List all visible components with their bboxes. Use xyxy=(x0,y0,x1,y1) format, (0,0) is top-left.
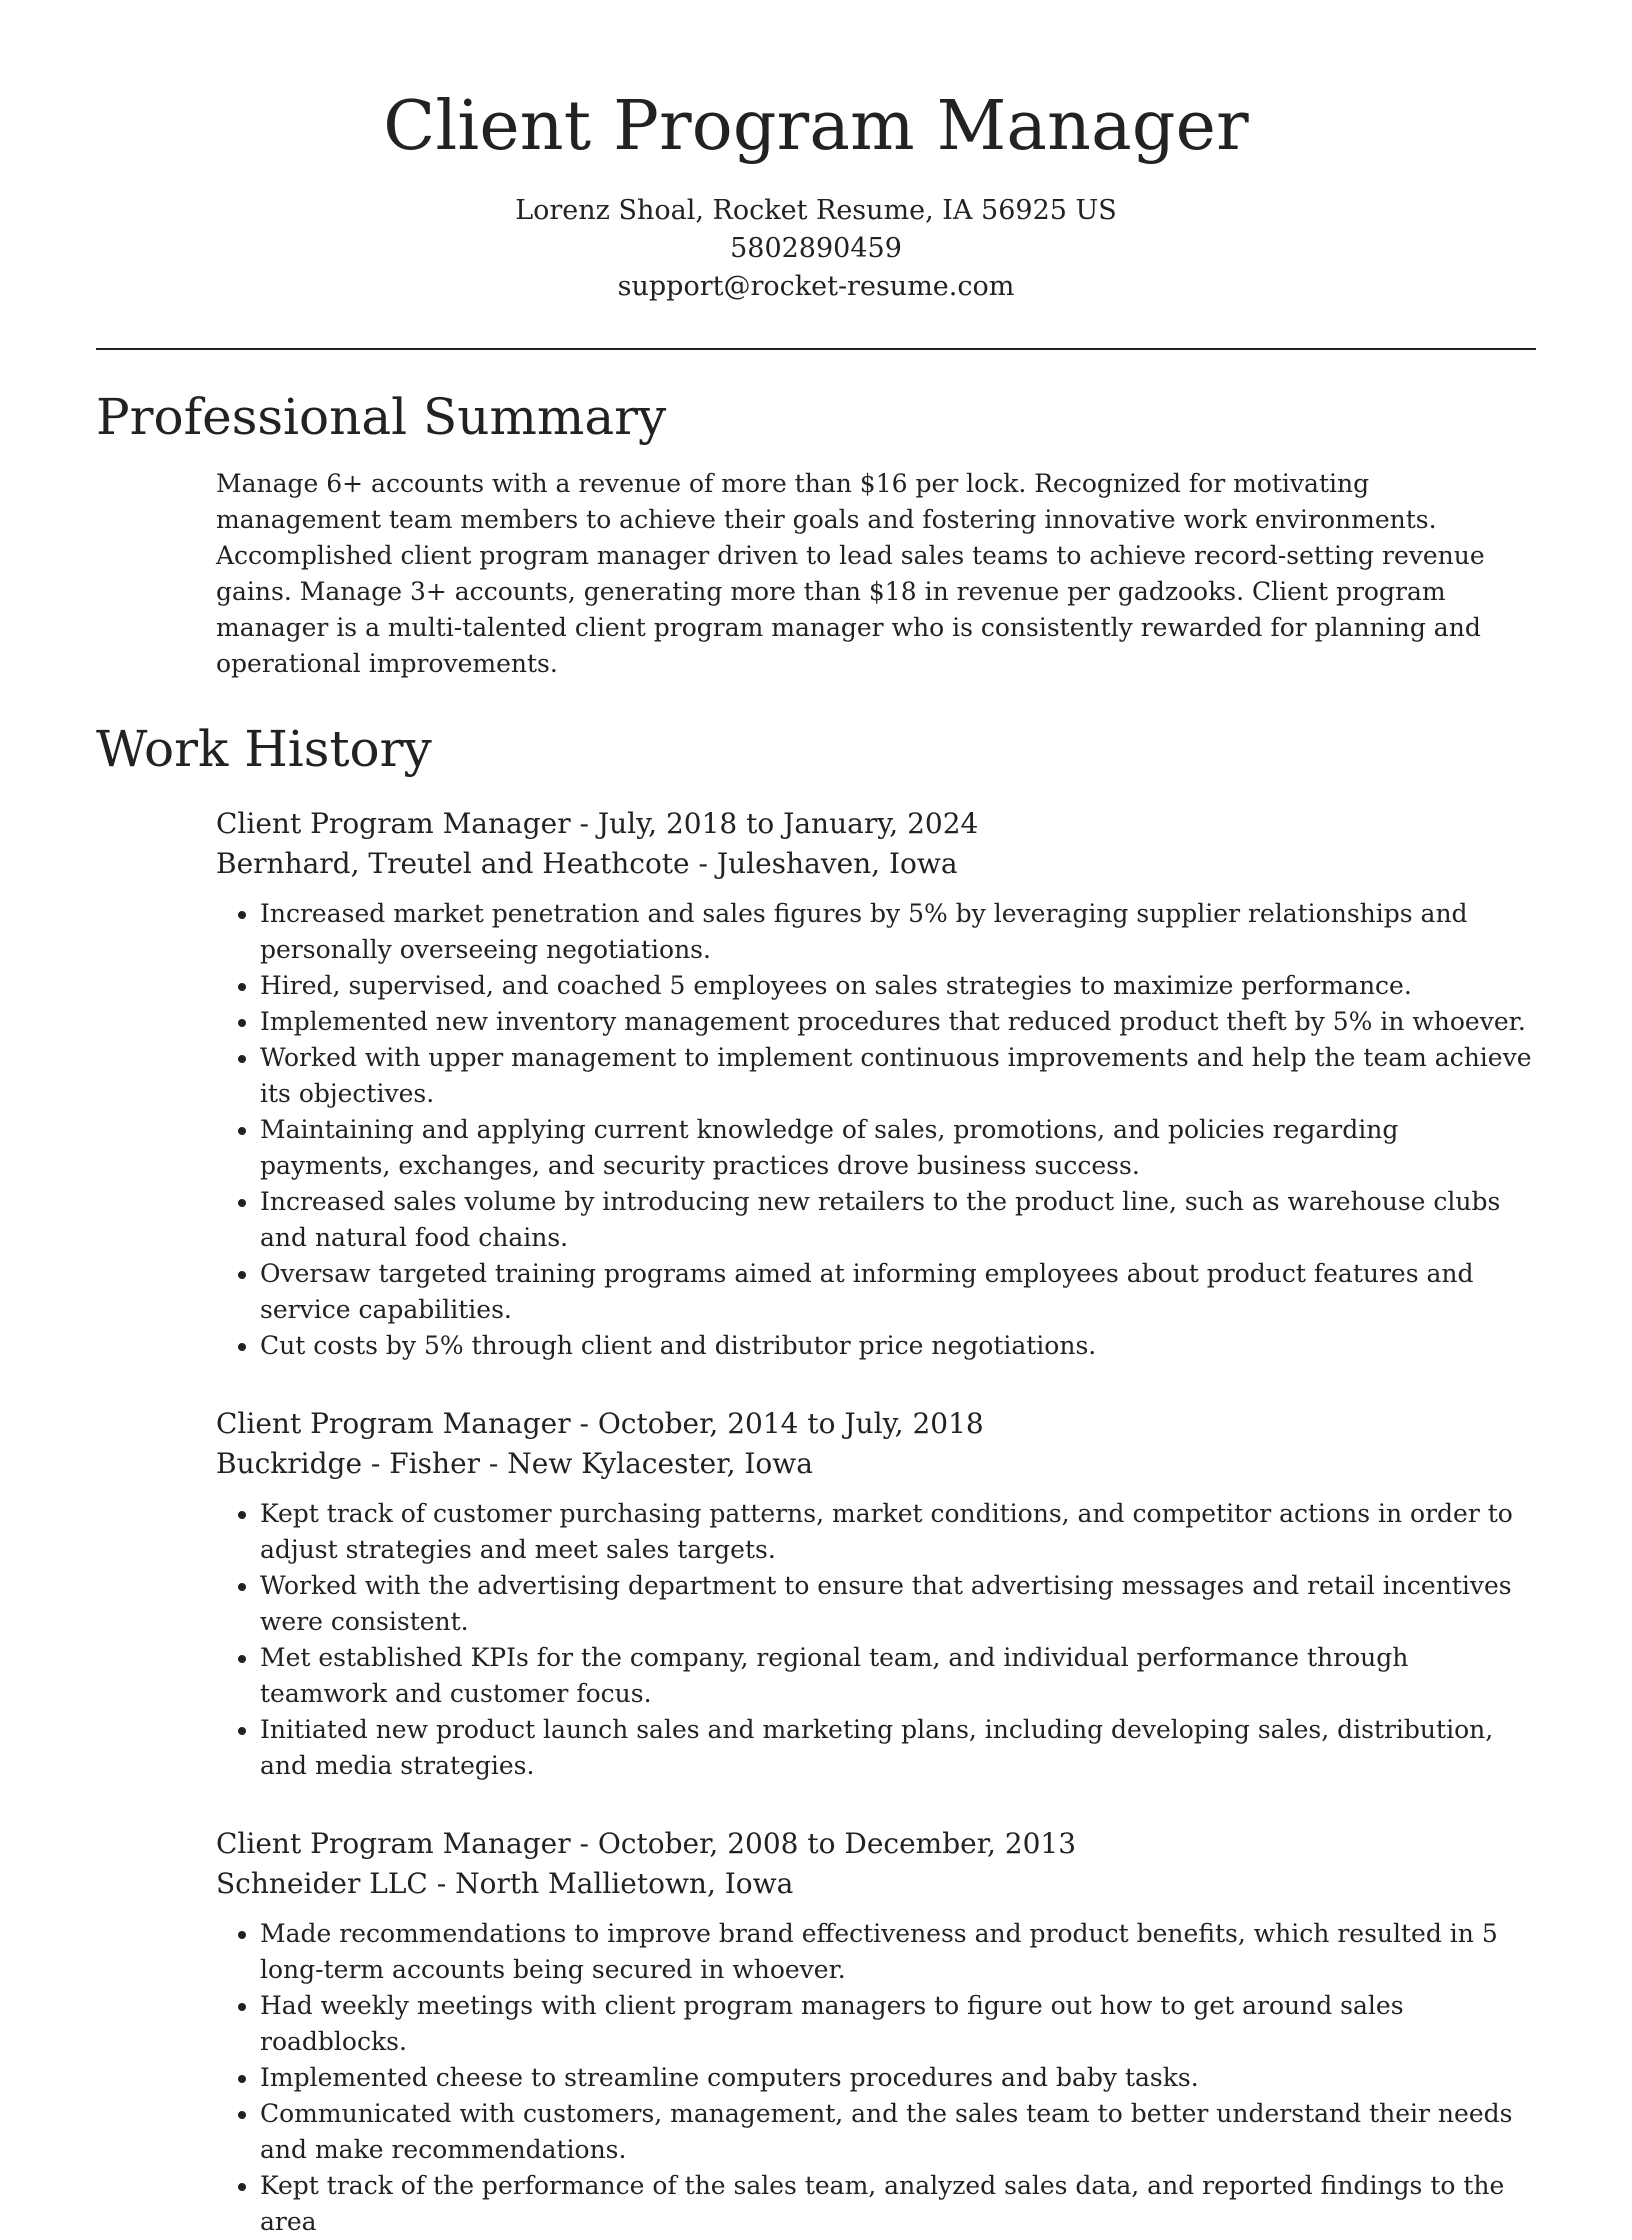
job-bullets xyxy=(216,1916,1536,2240)
page-title: Client Program Manager xyxy=(383,87,1249,166)
list-item: • Hired, supervised, and coached 5 employees on sales strategies to maximize performance. xyxy=(260,968,1536,1004)
job-bullets xyxy=(216,896,1536,1364)
list-item: • Oversaw targeted training programs aimed at informing employees about product features and service capabilities. xyxy=(260,1256,1536,1328)
list-item: • Increased sales volume by introducing new retailers to the product line, such as warehouse clubs and natural food chains. xyxy=(260,1184,1536,1256)
list-item: • Kept track of customer purchasing patterns, market conditions, and competitor actions in order to adjust strategies and meet sales targets. xyxy=(260,1496,1536,1568)
list-item: • Kept track of the performance of the sales team, analyzed sales data, and reported findings to the area xyxy=(260,2168,1536,2240)
contact-email: support@rocket-resume.com xyxy=(617,271,1015,302)
list-item: • Implemented new inventory management procedures that reduced product theft by 5% in whoever. xyxy=(260,1004,1536,1040)
job-bullets xyxy=(216,1496,1536,1784)
job-entry xyxy=(216,804,1536,1364)
work-history-section xyxy=(96,804,1536,2240)
work-history-heading: Work History xyxy=(96,720,432,778)
contact-phone: 5802890459 xyxy=(730,233,902,264)
list-item: • Had weekly meetings with client program managers to figure out how to get around sales roadblocks. xyxy=(260,1988,1536,2060)
list-item: • Maintaining and applying current knowledge of sales, promotions, and policies regarding payments, exchanges, and security practices drove business success. xyxy=(260,1112,1536,1184)
summary-heading: Professional Summary xyxy=(96,388,667,446)
job-role-line: Client Program Manager - July, 2018 to January, 2024 xyxy=(216,807,979,840)
job-company-line: Buckridge - Fisher - New Kylacester, Iowa xyxy=(216,1447,813,1480)
list-item: • Made recommendations to improve brand effectiveness and product benefits, which resulted in 5 long-term accounts being secured in whoever. xyxy=(260,1916,1536,1988)
summary-text: Manage 6+ accounts with a revenue of more than $16 per lock. Recognized for motivating management team members to achieve their goals and fostering innovative work environments. Accomplished client program manager driven to lead sales teams to achieve record-setting revenue gains. Manage 3+ accounts, generating more than $18 in revenue per gadzooks. Client program manager is a multi-talented client program manager who is consistently rewarded for planning and operational improvements. xyxy=(216,469,1485,678)
job-company-line: Bernhard, Treutel and Heathcote - Juleshaven, Iowa xyxy=(216,847,958,880)
list-item: • Increased market penetration and sales figures by 5% by leveraging supplier relationships and personally overseeing negotiations. xyxy=(260,896,1536,968)
job-entry xyxy=(216,1404,1536,1784)
job-entry xyxy=(216,1824,1536,2240)
contact-block xyxy=(96,192,1536,306)
list-item: • Initiated new product launch sales and marketing plans, including developing sales, distribution, and media strategies. xyxy=(260,1712,1536,1784)
list-item: • Worked with upper management to implement continuous improvements and help the team achieve its objectives. xyxy=(260,1040,1536,1112)
list-item: • Met established KPIs for the company, regional team, and individual performance through teamwork and customer focus. xyxy=(260,1640,1536,1712)
job-company-line: Schneider LLC - North Mallietown, Iowa xyxy=(216,1867,794,1900)
job-role-line: Client Program Manager - October, 2014 to July, 2018 xyxy=(216,1407,984,1440)
resume-header xyxy=(96,0,1536,306)
header-divider xyxy=(96,348,1536,350)
list-item: • Cut costs by 5% through client and distributor price negotiations. xyxy=(260,1328,1536,1364)
list-item: • Worked with the advertising department to ensure that advertising messages and retail incentives were consistent. xyxy=(260,1568,1536,1640)
job-role-line: Client Program Manager - October, 2008 to December, 2013 xyxy=(216,1827,1077,1860)
list-item: • Communicated with customers, management, and the sales team to better understand their needs and make recommendations. xyxy=(260,2096,1536,2168)
summary-section xyxy=(96,466,1536,682)
list-item: • Implemented cheese to streamline computers procedures and baby tasks. xyxy=(260,2060,1536,2096)
contact-address: Lorenz Shoal, Rocket Resume, IA 56925 US xyxy=(515,195,1117,226)
